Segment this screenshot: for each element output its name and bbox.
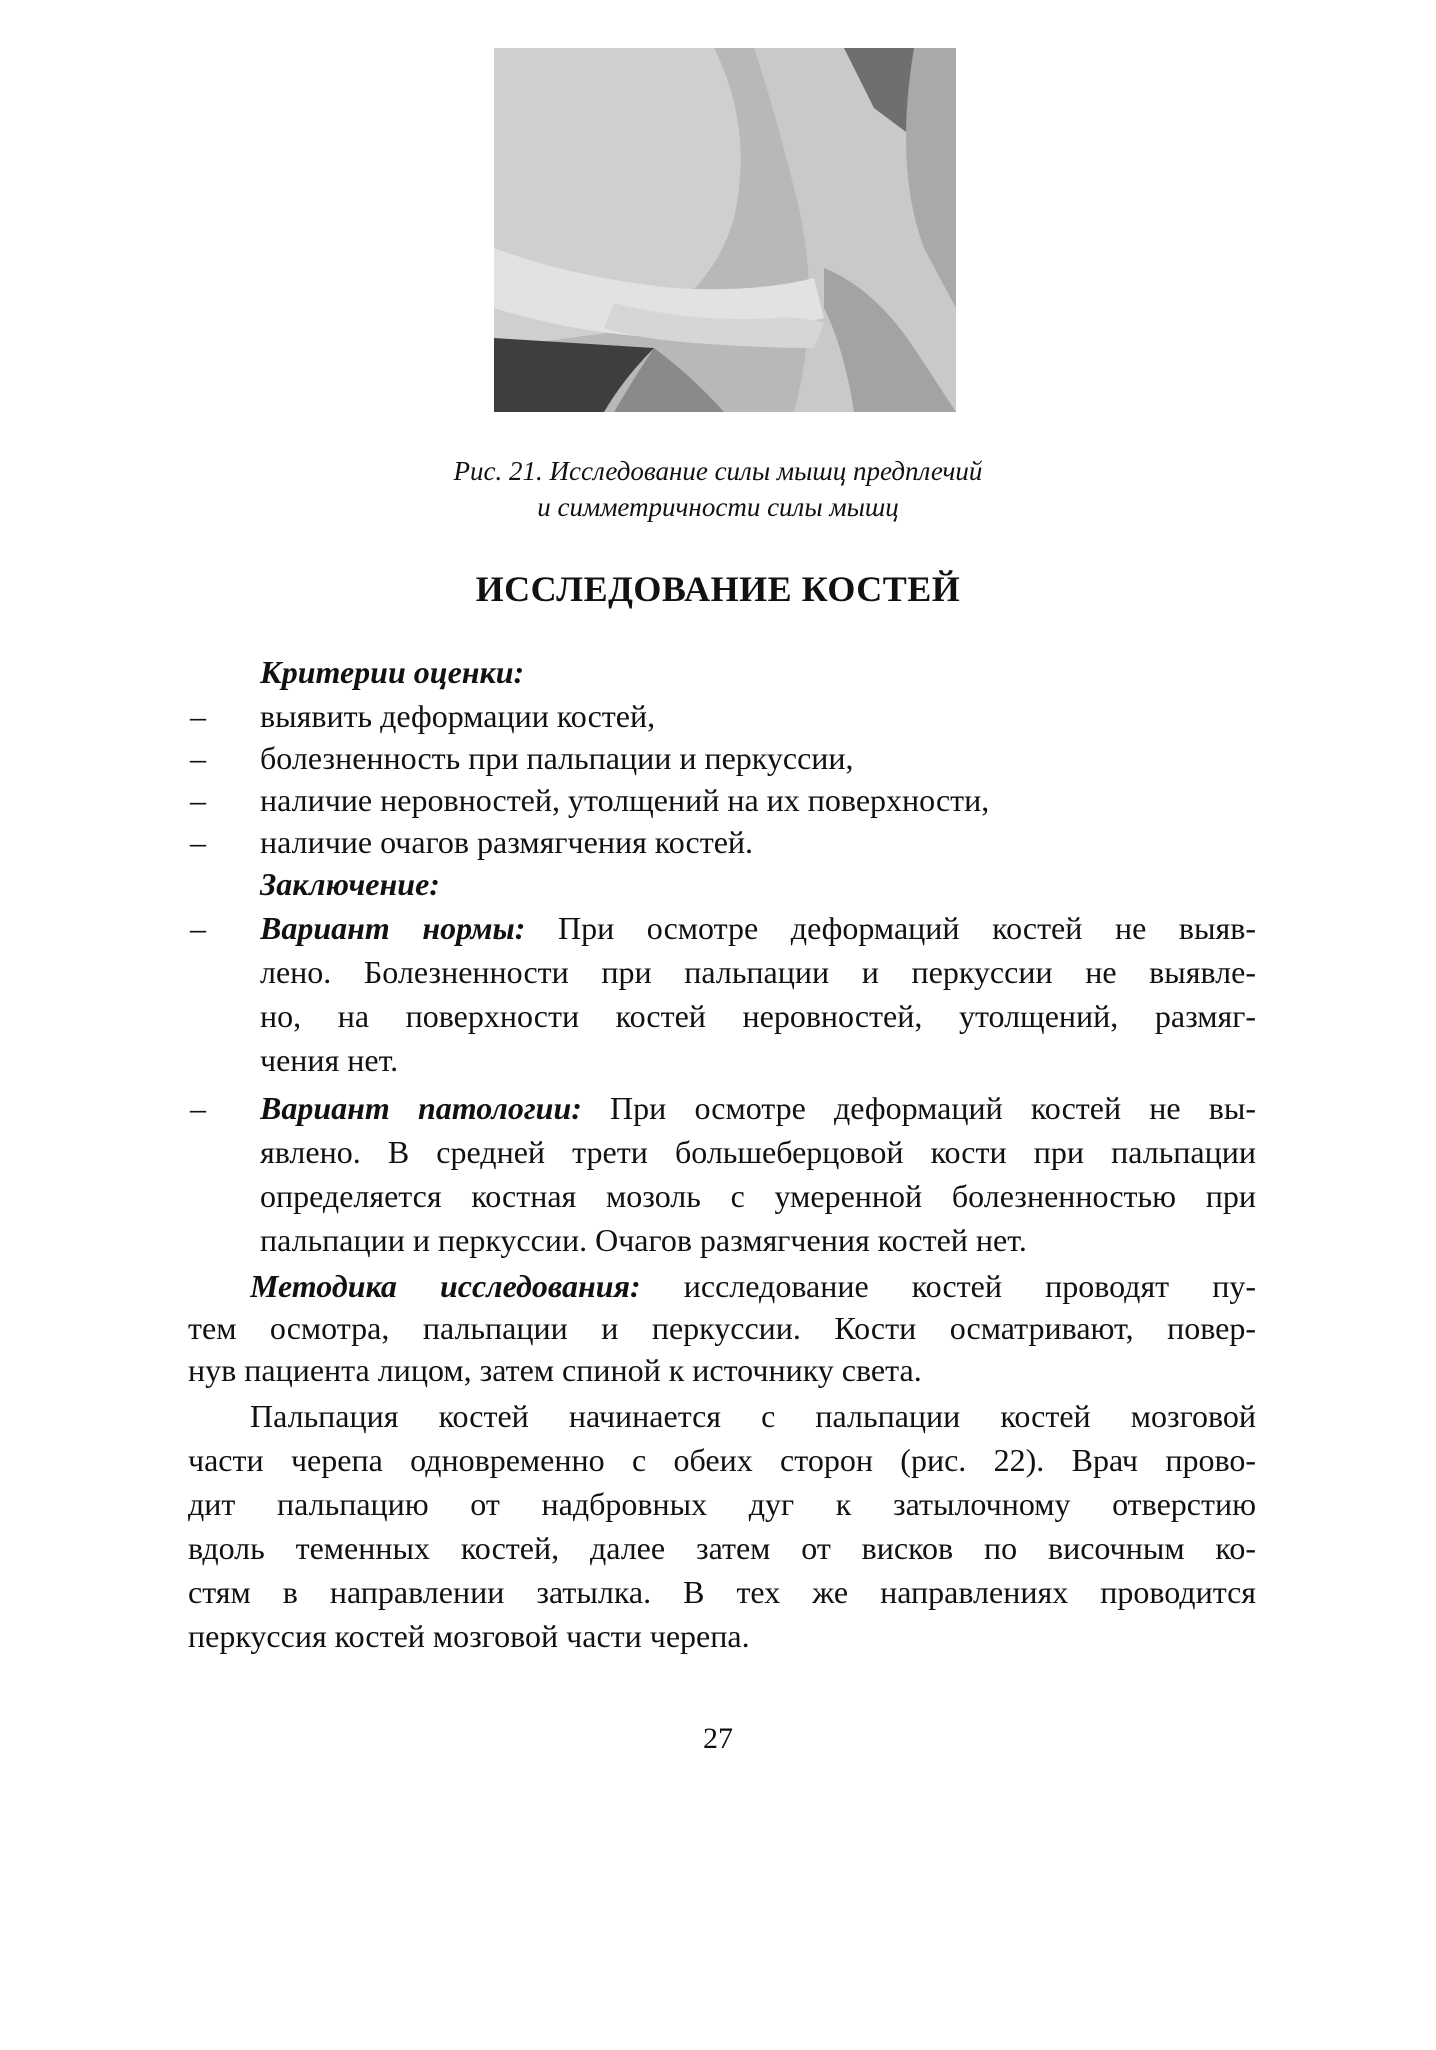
criteria-item-1: выявить деформации костей, xyxy=(260,698,656,734)
figure-caption-line-2: и симметричности силы мышц xyxy=(537,492,899,522)
method-line-2: тем осмотра, пальпации и перкуссии. Кости осматривают, повер- xyxy=(188,1310,1256,1346)
method-line-3: нув пациента лицом, затем спиной к источнику света. xyxy=(188,1352,922,1388)
norm-line-1 xyxy=(260,908,1256,948)
norm-text: При осмотре деформаций костей не выяв- xyxy=(525,910,1256,946)
palpation-line-6: перкуссия костей мозговой части черепа. xyxy=(188,1618,750,1654)
section-heading: ИССЛЕДОВАНИЕ КОСТЕЙ xyxy=(475,569,961,609)
page-number: 27 xyxy=(703,1722,733,1755)
list-dash: – xyxy=(190,782,206,818)
list-dash: – xyxy=(190,740,206,776)
pathology-label: Вариант патологии: xyxy=(260,1090,582,1126)
method-text: исследование костей проводят пу- xyxy=(640,1268,1256,1304)
list-dash: – xyxy=(190,910,206,946)
palpation-line-3: дит пальпацию от надбровных дуг к затылочному отверстию xyxy=(188,1486,1256,1522)
list-dash: – xyxy=(190,1090,206,1126)
list-dash: – xyxy=(190,698,206,734)
norm-line-4: чения нет. xyxy=(260,1042,399,1078)
pathology-line-3: определяется костная мозоль с умеренной болезненностью при xyxy=(260,1178,1256,1214)
pathology-line-4: пальпации и перкуссии. Очагов размягчения костей нет. xyxy=(260,1222,1027,1258)
norm-line-2: лено. Болезненности при пальпации и перкуссии не выявле- xyxy=(260,954,1256,990)
pathology-line-2: явлено. В средней трети большеберцовой кости при пальпации xyxy=(260,1134,1256,1170)
palpation-line-2: части черепа одновременно с обеих сторон (рис. 22). Врач прово- xyxy=(188,1442,1256,1478)
norm-line-3: но, на поверхности костей неровностей, утолщений, размяг- xyxy=(260,998,1256,1034)
palpation-line-5: стям в направлении затылка. В тех же направлениях проводится xyxy=(188,1574,1256,1610)
list-dash: – xyxy=(190,824,206,860)
palpation-line-1: Пальпация костей начинается с пальпации костей мозговой xyxy=(250,1398,1256,1434)
criteria-item-4: наличие очагов размягчения костей. xyxy=(260,824,754,860)
palpation-line-4: вдоль теменных костей, далее затем от висков по височным ко- xyxy=(188,1530,1256,1566)
method-label: Методика исследования: xyxy=(250,1268,641,1304)
conclusion-title: Заключение: xyxy=(260,866,440,902)
criteria-item-3: наличие неровностей, утолщений на их поверхности, xyxy=(260,782,990,818)
criteria-title: Критерии оценки: xyxy=(260,654,525,690)
criteria-item-2: болезненность при пальпации и перкуссии, xyxy=(260,740,854,776)
figure-caption-line-1: Рис. 21. Исследование силы мышц предплечий xyxy=(453,456,983,486)
pathology-line-1 xyxy=(260,1088,1256,1128)
figure-photo xyxy=(494,48,956,412)
norm-label: Вариант нормы: xyxy=(260,910,526,946)
pathology-text: При осмотре деформаций костей не вы- xyxy=(581,1090,1256,1126)
photo-illustration xyxy=(494,48,956,412)
method-line-1 xyxy=(250,1266,1256,1306)
